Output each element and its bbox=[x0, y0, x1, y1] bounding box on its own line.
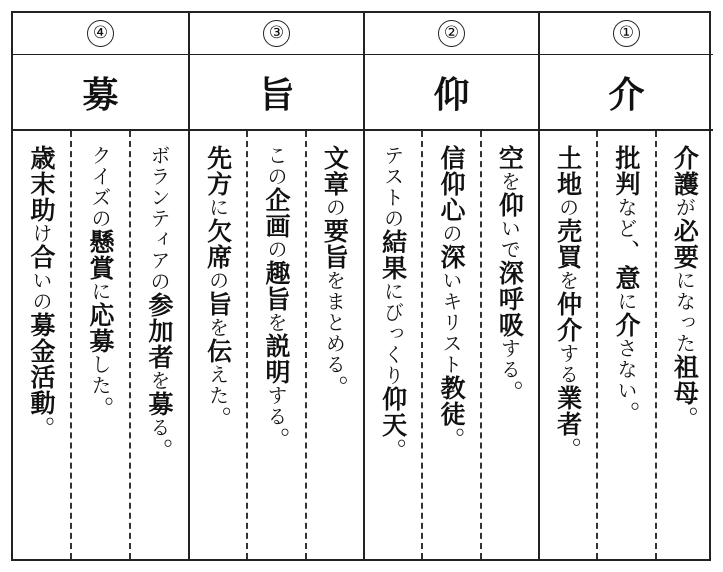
number-cell bbox=[365, 13, 538, 55]
sentence-strip bbox=[482, 131, 538, 559]
sentence-strip bbox=[307, 131, 363, 559]
sentence-strip bbox=[13, 131, 72, 559]
column-1 bbox=[538, 13, 713, 559]
sentence-strip bbox=[190, 131, 248, 559]
example-sentence: 空を仰いで深呼吸する。 bbox=[495, 145, 525, 406]
column-4 bbox=[13, 13, 188, 559]
column-2 bbox=[363, 13, 538, 559]
sentence-area bbox=[13, 131, 188, 559]
example-sentence: この企画の趣旨を説明する。 bbox=[262, 145, 291, 453]
target-kanji: 旨 bbox=[258, 74, 295, 116]
sentence-strip bbox=[657, 131, 713, 559]
target-kanji: 募 bbox=[82, 74, 119, 116]
kanji-cell bbox=[365, 55, 538, 131]
sentence-strip bbox=[365, 131, 423, 559]
column-3 bbox=[188, 13, 363, 559]
kanji-practice-sheet bbox=[11, 11, 711, 561]
item-number: ① bbox=[613, 20, 640, 47]
example-sentence: 介護が必要になった祖母。 bbox=[670, 145, 700, 432]
sentence-area bbox=[365, 131, 538, 559]
sentence-area bbox=[540, 131, 713, 559]
target-kanji: 仰 bbox=[433, 74, 470, 116]
example-sentence: 信仰心の深いキリスト教徒。 bbox=[437, 145, 466, 453]
item-number: ③ bbox=[263, 20, 290, 47]
item-number: ② bbox=[438, 20, 465, 47]
sentence-strip bbox=[131, 131, 188, 559]
kanji-cell bbox=[13, 55, 188, 131]
item-number: ④ bbox=[87, 20, 114, 47]
number-cell bbox=[540, 13, 713, 55]
kanji-cell bbox=[190, 55, 363, 131]
sentence-strip bbox=[72, 131, 131, 559]
example-sentence: クイズの懸賞に応募した。 bbox=[86, 145, 115, 422]
example-sentence: ボランティアの参加者を募る。 bbox=[145, 145, 174, 464]
example-sentence: テストの結果にびっくり仰天。 bbox=[378, 145, 408, 464]
example-sentence: 批判など、意に介さない。 bbox=[612, 145, 641, 427]
number-cell bbox=[13, 13, 188, 55]
sentence-strip bbox=[540, 131, 598, 559]
example-sentence: 土地の売買を仲介する業者。 bbox=[553, 145, 583, 463]
sentence-area bbox=[190, 131, 363, 559]
example-sentence: 歳末助け合いの募金活動。 bbox=[27, 145, 56, 442]
sentence-strip bbox=[248, 131, 306, 559]
sentence-strip bbox=[598, 131, 656, 559]
example-sentence: 文章の要旨をまとめる。 bbox=[320, 145, 350, 401]
sentence-strip bbox=[423, 131, 481, 559]
kanji-cell bbox=[540, 55, 713, 131]
example-sentence: 先方に欠席の旨を伝えた。 bbox=[203, 145, 233, 432]
target-kanji: 介 bbox=[608, 74, 645, 116]
number-cell bbox=[190, 13, 363, 55]
